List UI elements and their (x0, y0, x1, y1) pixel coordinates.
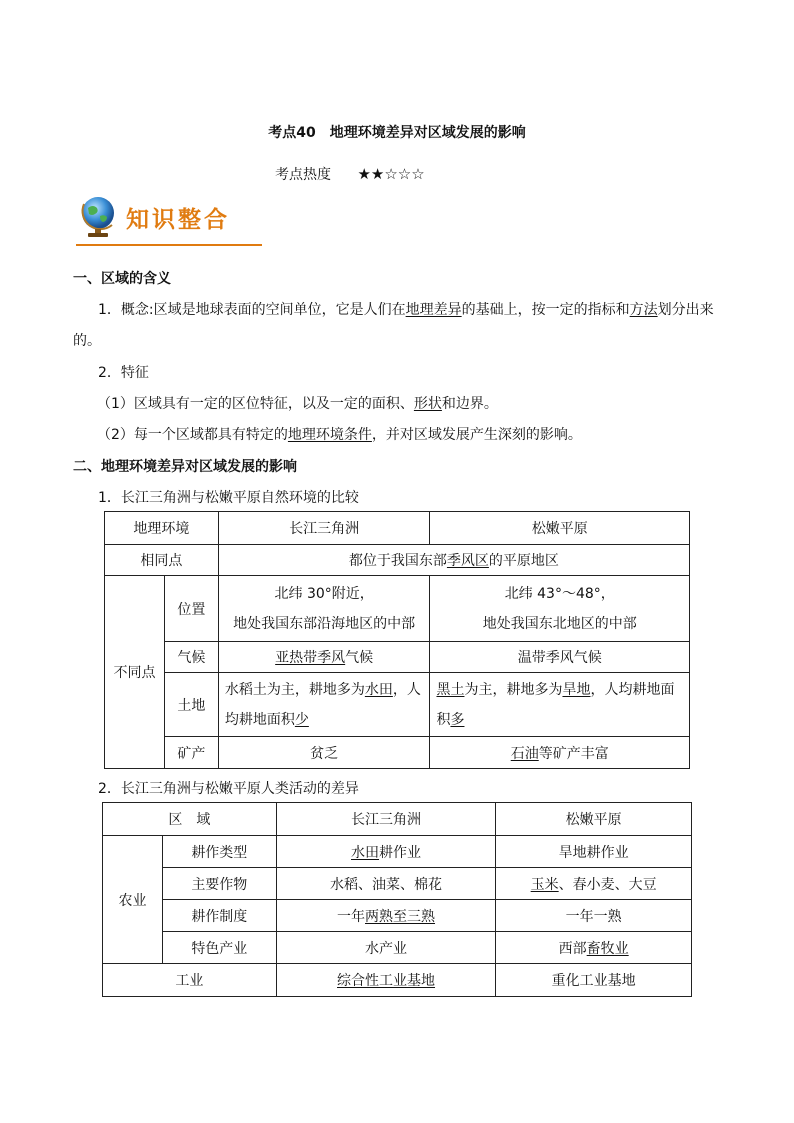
table-natural-environment (104, 511, 690, 769)
table-row: 气候 亚热带季风气候 温带季风气候 (105, 642, 690, 673)
table-row: 农业 耕作类型 水田耕作业 旱地耕作业 (103, 836, 692, 868)
feature-2: （2）每一个区域都具有特定的地理环境条件，并对区域发展产生深刻的影响。 (97, 427, 582, 443)
concept-line-2: 的。 (73, 333, 101, 349)
table-row: 矿产 贫乏 石油等矿产丰富 (105, 737, 690, 769)
section-heading-1: 一、区域的含义 (73, 271, 171, 287)
page-title: 考点40 地理环境差异对区域发展的影响 (268, 125, 526, 141)
table-human-activity (102, 802, 692, 997)
subheading-2: 2．长江三角洲与松嫩平原人类活动的差异 (98, 781, 359, 797)
table-row: 不同点 位置 北纬 30°附近， 地处我国东部沿海地区的中部 北纬 43°～48°， 地处我国东北地区的中部 (105, 576, 690, 642)
section-heading-2: 二、地理环境差异对区域发展的影响 (73, 459, 297, 475)
feature-heading: 2．特征 (98, 365, 149, 381)
table-row: 特色产业 水产业 西部畜牧业 (103, 932, 692, 964)
banner-underline (76, 244, 262, 246)
banner-text: 知识整合 (126, 207, 230, 233)
feature-1: （1）区域具有一定的区位特征，以及一定的面积、形状和边界。 (97, 396, 498, 412)
table-row: 耕作制度 一年两熟至三熟 一年一熟 (103, 900, 692, 932)
section-banner (72, 192, 262, 248)
table-row: 地理环境 长江三角洲 松嫩平原 (105, 512, 690, 545)
star-rating: ★★☆☆☆ (357, 165, 425, 183)
heat-rating (275, 164, 425, 184)
table-row: 工业 综合性工业基地 重化工业基地 (103, 964, 692, 997)
concept-line-1: 1．概念:区域是地球表面的空间单位，它是人们在地理差异的基础上，按一定的指标和方法划分出来 (98, 302, 714, 318)
table-row: 相同点 都位于我国东部季风区的平原地区 (105, 545, 690, 576)
table-row: 区 域 长江三角洲 松嫩平原 (103, 803, 692, 836)
table-row: 土地 水稻土为主，耕地多为水田，人 均耕地面积少 黑土为主，耕地多为旱地，人均耕地面 积多 (105, 673, 690, 737)
subheading-1: 1．长江三角洲与松嫩平原自然环境的比较 (98, 490, 359, 506)
globe-icon (76, 194, 120, 238)
heat-label: 考点热度 (275, 167, 331, 183)
table-row: 主要作物 水稻、油菜、棉花 玉米、春小麦、大豆 (103, 868, 692, 900)
